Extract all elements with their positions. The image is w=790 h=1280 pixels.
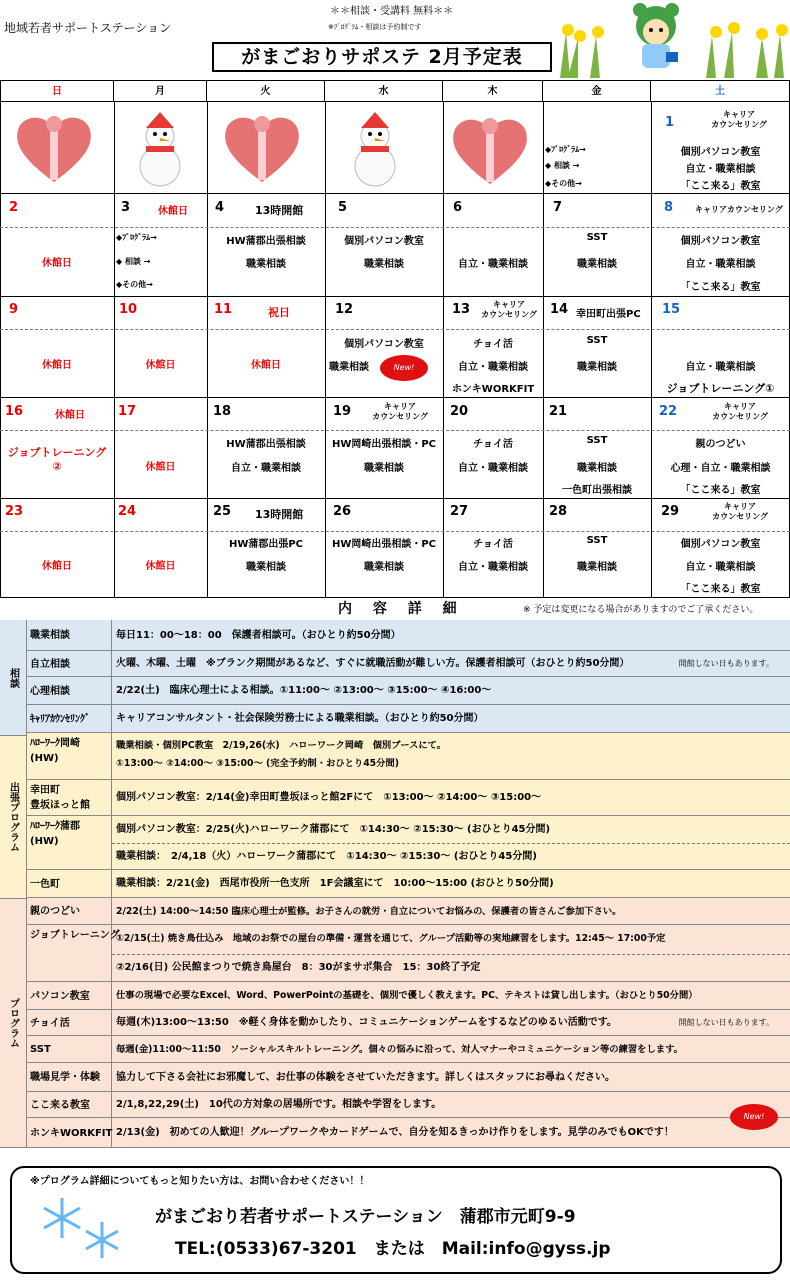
event: 職業相談 [577,259,617,270]
detail-text: 協力して下さる会社にお邪魔して、お仕事の体験をさせていただきます。詳しくはスタッフにお尋ねください。 [116,1072,615,1083]
detail-row [27,870,790,898]
day-body: 休館日 [145,561,176,572]
detail-label: 職場見学・体験 [27,1063,112,1091]
detail-label: 自立相談 [27,651,112,676]
day-number: 24 [118,504,137,519]
detail-row [27,780,790,816]
event: 一色町出張相談 [562,485,632,496]
event: SST [586,535,608,546]
event: 親のつどい [695,439,746,450]
detail-label: ジョブトレーニング [27,925,112,981]
detail-row [27,898,790,925]
event: 「ここ来る」教室 [680,584,761,595]
event: 「ここ来る」教室 [680,181,761,192]
footer-org-address: がまごおり若者サポートステーション 蒲郡市元町9-9 [155,1207,576,1227]
event: HW蒲郡出張相談 [226,439,306,450]
weekday-tue: 火 [207,80,325,102]
event: SST [586,232,608,243]
heart-gift-icon [450,112,530,187]
weekday-thu: 木 [443,80,543,102]
detail-text: 職業相談： 2/4,18（火）ハローワーク蒲郡にて ①14:30～ ②15:30～ (おひとり45分間) [116,851,537,862]
detail-text: ①2/15(土) 焼き鳥仕込み 地域のお祭での屋台の準備・運営を通じて、グループ活動等の実地練習をします。12:45～ 17:00予定 [116,933,666,944]
day-body: 休館日 [145,360,176,371]
detail-text: 2/22(土) 14:00～14:50 臨床心理士が監修。お子さんの就労・自立についてお悩みの、保護者の皆さんご参加下さい。 [116,906,622,917]
legend-consult: ◆ 相談 → [545,161,580,170]
day-number: 6 [453,200,463,215]
detail-extra: 開館しない日もあります。 [678,1018,774,1027]
day-number: 22 [659,404,678,419]
day-tag: キャリア カウンセリング [372,402,428,421]
detail-extra: 開館しない日もあります。 [678,659,774,668]
detail-label: ここ来る教室 [27,1092,112,1117]
day-tag: 13時開館 [255,508,304,521]
event: チョイ活 [473,339,513,350]
snowflake-icon [36,1192,126,1262]
group-outreach: 出張プログラム [0,736,27,899]
day-number: 15 [662,302,681,317]
detail-text: キャリアコンサルタント・社会保険労務士による職業相談。（おひとり約50分間） [116,713,484,724]
day-number: 1 [665,115,675,130]
day-number: 29 [661,504,680,519]
day-body: 休館日 [251,360,281,371]
detail-label: パソコン教室 [27,982,112,1009]
detail-text: 毎週(金)11:00～11:50 ソーシャルスキルトレーニング。個々の悩みに沿って、対人マナーやコミュニケーション等の練習をします。 [116,1044,683,1055]
detail-row [27,733,790,780]
event: 職業相談 [364,463,404,474]
day-body: ジョブトレーニング ② [7,446,107,473]
event: 職業相談 [246,259,286,270]
event: 個別パソコン教室 [680,539,761,550]
event: 職業相談 [577,562,617,573]
detail-text: 職業相談：2/21(金) 西尾市役所一色支所 1F会議室にて 10:00～15:00 (おひとり50分間) [116,878,554,889]
detail-label: ホンキWORKFIT [27,1118,112,1147]
day-number: 10 [119,302,138,317]
detail-text: 2/13(金) 初めての人歓迎！グループワークやカードゲームで、自分を知るきっかけ作りをします。見学のみでもOKです！ [116,1127,674,1138]
day-number: 23 [5,504,24,519]
footer-note: ※プログラム詳細についてもっと知りたい方は、お問い合わせください！！ [30,1176,370,1187]
day-number: 8 [664,200,674,215]
detail-label: ﾊﾛｰﾜｰｸ蒲郡 (HW) [27,816,112,869]
event: 自立・職業相談 [685,362,756,373]
event: チョイ活 [473,439,513,450]
day-number: 7 [553,200,563,215]
day-number: 11 [214,302,233,317]
heart-gift-icon [14,110,94,185]
new-badge: New! [380,355,428,381]
detail-text: 火曜、木曜、土曜 ※ブランク期間があるなど、すぐに就職活動が難しい方。保護者相談可（おひとり約50分間） [116,658,630,669]
event: 自立・職業相談 [231,463,301,474]
day-number: 5 [338,200,348,215]
event: HW蒲郡出張PC [228,539,304,550]
detail-row [27,1010,790,1036]
detail-label: 親のつどい [27,898,112,924]
detail-text: ②2/16(日) 公民館まつりで焼き鳥屋台 8：30がまサポ集合 15：30終了予定 [116,961,481,973]
detail-row [27,1112,790,1148]
day-body: 休館日 [42,258,72,269]
event: 自立・職業相談 [685,164,756,175]
detail-label: ﾊﾛｰﾜｰｸ岡崎 (HW) [27,733,112,779]
day-number: 21 [549,404,568,419]
day-number: 26 [333,504,352,519]
organization-name: 地域若者サポートステーション [4,21,172,35]
detail-text: 毎週(木)13:00～13:50 ※軽く身体を動かしたり、コミュニケーションゲームをするなどのゆるい活動です。 [116,1017,617,1028]
day-number: 16 [5,404,24,419]
weekday-mon: 月 [114,80,207,102]
day-tag: キャリア カウンセリング [712,402,768,421]
event: 職業相談 [577,463,617,474]
event: SST [586,435,608,446]
day-number: 27 [450,504,469,519]
day-number: 13 [452,302,471,317]
day-number: 3 [121,200,131,215]
event: 自立・職業相談 [685,562,756,573]
detail-label: SST [27,1036,112,1062]
weekday-sun: 日 [0,80,114,102]
reservation-note: ※ﾌﾟﾛｸﾞﾗﾑ・相談は予約制です [328,23,422,31]
event: 自立・職業相談 [458,562,528,573]
detail-row [27,651,790,677]
calendar [0,80,790,598]
detail-label: 心理相談 [27,677,112,704]
event: SST [586,335,608,346]
event: 個別パソコン教室 [344,236,424,247]
detail-row [27,982,790,1010]
heart-gift-icon [222,110,302,185]
day-body: 休館日 [42,360,72,371]
day-number: 25 [213,504,232,519]
day-tag: キャリア カウンセリング [481,300,537,319]
detail-row [27,1036,790,1063]
event: ジョブトレーニング① [666,382,775,395]
day-number: 2 [9,200,19,215]
day-tag: 13時開館 [255,204,304,217]
event: チョイ活 [473,539,513,550]
event: 職業相談 [364,259,404,270]
event: 個別パソコン教室 [344,339,424,350]
legend-program: ◆ﾌﾟﾛｸﾞﾗﾑ→ [545,145,586,154]
legend-consult: ◆ 相談 → [116,257,151,266]
event: 自立・職業相談 [458,362,528,373]
day-tag: 休館日 [158,206,188,217]
day-tag: キャリアカウンセリング [695,205,783,214]
day-tag: キャリア カウンセリング [712,502,768,521]
snowman-icon [345,110,405,190]
day-number: 9 [9,302,19,317]
day-number: 28 [549,504,568,519]
mascot-flowers-illustration [556,2,790,78]
day-number: 18 [213,404,232,419]
event: 自立・職業相談 [458,463,528,474]
day-tag: 祝日 [268,306,290,319]
detail-label: ｷｬﾘｱｶｳﾝｾﾘﾝｸﾞ [27,705,112,732]
event: HW蒲郡出張相談 [226,236,306,247]
detail-row [27,620,790,651]
group-consult: 相談 [0,620,27,736]
detail-row [27,1063,790,1092]
detail-text: 個別パソコン教室：2/14(金)幸田町豊坂ほっと館2Fにて ①13:00～ ②14:00～ ③15:00～ [116,792,542,803]
weekday-fri: 金 [543,80,651,102]
event: 個別パソコン教室 [680,147,761,158]
weekday-sat: 土 [651,80,790,102]
detail-text: 仕事の現場で必要なExcel、Word、PowerPointの基礎を、個別で優しく教えます。PC、テキストは貸し出します。（おひとり50分間） [116,990,698,1001]
new-badge: New! [730,1104,778,1130]
event: 「ここ来る」教室 [680,485,761,496]
event: 職業相談 [246,562,286,573]
day-tag: 休館日 [55,410,85,421]
detail-text: 個別パソコン教室：2/25(火)ハローワーク蒲郡にて ①14:30～ ②15:30～ (おひとり45分間) [116,824,551,835]
day-note: キャリア カウンセリング [711,110,767,129]
day-number: 4 [215,200,225,215]
event: 職業相談 [577,362,617,373]
detail-text: 2/1,8,22,29(土) 10代の方対象の居場所です。相談や学習をします。 [116,1099,442,1110]
day-number: 12 [335,302,354,317]
detail-text: 2/22(土) 臨床心理士による相談。①11:00～ ②13:00～ ③15:00～ ④16:00～ [116,685,492,696]
footer-contact: TEL:(0533)67-3201 または Mail:info@gyss.jp [175,1239,611,1259]
detail-label: 一色町 [27,870,112,897]
event: 職業相談 [364,562,404,573]
day-number: 17 [118,404,137,419]
header [0,0,790,80]
detail-label: 職業相談 [27,620,112,650]
detail-row [27,816,790,870]
details-title: 内 容 詳 細 [338,601,465,617]
detail-label: チョイ活 [27,1010,112,1035]
day-body: 休館日 [145,462,176,473]
legend-other: ◆その他→ [116,280,153,289]
event: 職業相談 [329,362,369,373]
free-notice: ＊＊相談・受講料 無料＊＊ [330,6,454,17]
details-note: ※ 予定は変更になる場合がありますのでご了承ください。 [523,605,759,615]
detail-text: 毎日11：00～18：00 保護者相談可。（おひとり約50分間） [116,630,401,641]
event: ホンキWORKFIT [451,384,535,395]
snowman-icon [130,110,190,190]
detail-row [27,1092,790,1118]
day-tag: 幸田町出張PC [576,309,641,320]
day-number: 20 [450,404,469,419]
legend-program: ◆ﾌﾟﾛｸﾞﾗﾑ→ [116,233,157,242]
day-body: 休館日 [42,561,72,572]
group-program: プログラム [0,899,27,1148]
legend-other: ◆その他→ [545,179,582,188]
detail-row [27,677,790,705]
event: 「ここ来る」教室 [680,282,761,293]
detail-text: 職業相談・個別PC教室 2/19,26(水) ハローワーク岡崎 個別ブースにて。 ①13:00～ ②14:00～ ③15:00～ (完全予約制・おひとり45分間) [116,740,447,769]
detail-label: 幸田町 豊坂ほっと館 [27,780,112,815]
event: 自立・職業相談 [458,259,528,270]
event: 個別パソコン教室 [680,236,761,247]
detail-row [27,925,790,982]
weekday-wed: 水 [325,80,443,102]
day-number: 14 [550,302,569,317]
detail-row [27,705,790,733]
page-title: がまごおりサポステ 2月予定表 [212,42,552,72]
event: 自立・職業相談 [685,259,756,270]
event: HW岡崎出張相談・PC [331,439,437,450]
event: HW岡崎出張相談・PC [331,539,437,550]
day-number: 19 [333,404,352,419]
event: 心理・自立・職業相談 [670,463,771,474]
